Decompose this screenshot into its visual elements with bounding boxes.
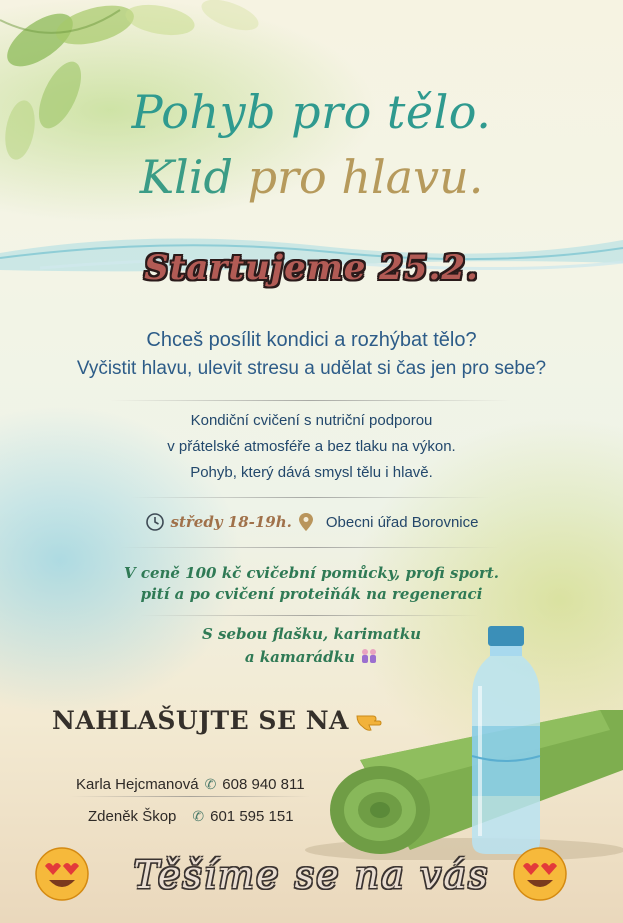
headline-line1: Pohyb pro tělo. [131,85,492,139]
divider [140,615,480,616]
question-1: Chceš posílit kondici a rozhýbat tělo? [146,329,477,351]
contact-1-phone[interactable]: 608 940 811 [222,776,305,793]
question-2: Vyčistit hlavu, ulevit stresu a udělat si čas jen pro sebe? [76,358,547,379]
headline-line2 [0,150,623,204]
price-line-1: V ceně 100 kč cvičební pomůcky, profi sport. [123,564,500,582]
divider [120,547,500,548]
description-line-2: v přátelské atmosféře a bez tlaku na výkon. [167,438,456,455]
location-pin-icon [298,512,314,532]
divider [130,497,490,498]
description-line-1: Kondiční cvičení s nutriční podporou [190,412,433,429]
women-emoji-icon [360,648,378,664]
headline-line2-part1: Klid [139,150,233,204]
bring-line-2-text: a kamarádku [244,648,355,666]
bring-line-1: S sebou flašku, karimatku [201,625,421,643]
schedule [0,512,623,532]
clock-icon [145,512,165,532]
schedule-time: středy 18-19h. [170,513,292,531]
start-banner: Startujeme 25.2. [144,248,479,288]
divider [70,796,310,797]
phone-icon: ✆ [192,808,205,824]
signup-text: NAHLAŠUJTE SE NA [52,706,349,735]
headline-line2-part2: pro hlavu. [247,150,484,204]
contact-1-name: Karla Hejcmanová [76,776,199,793]
schedule-place: Obecni úřad Borovnice [325,513,479,531]
description-line-3: Pohyb, který dává smysl tělu i hlavě. [190,464,433,481]
contact-2-phone[interactable]: 601 595 151 [210,808,294,825]
divider [110,400,510,401]
closing-text: Těšíme se na vás [133,853,490,897]
price-line-2: pití a po cvičení proteiňák na regeneraci [140,585,483,603]
heart-eyes-emoji-icon [512,846,568,902]
contact-2 [88,808,294,825]
phone-icon: ✆ [204,776,217,792]
contact-1 [76,776,305,793]
contact-2-name: Zdeněk Škop [88,808,177,825]
water-bottle-image [466,626,546,856]
yoga-mat-image [300,700,623,860]
